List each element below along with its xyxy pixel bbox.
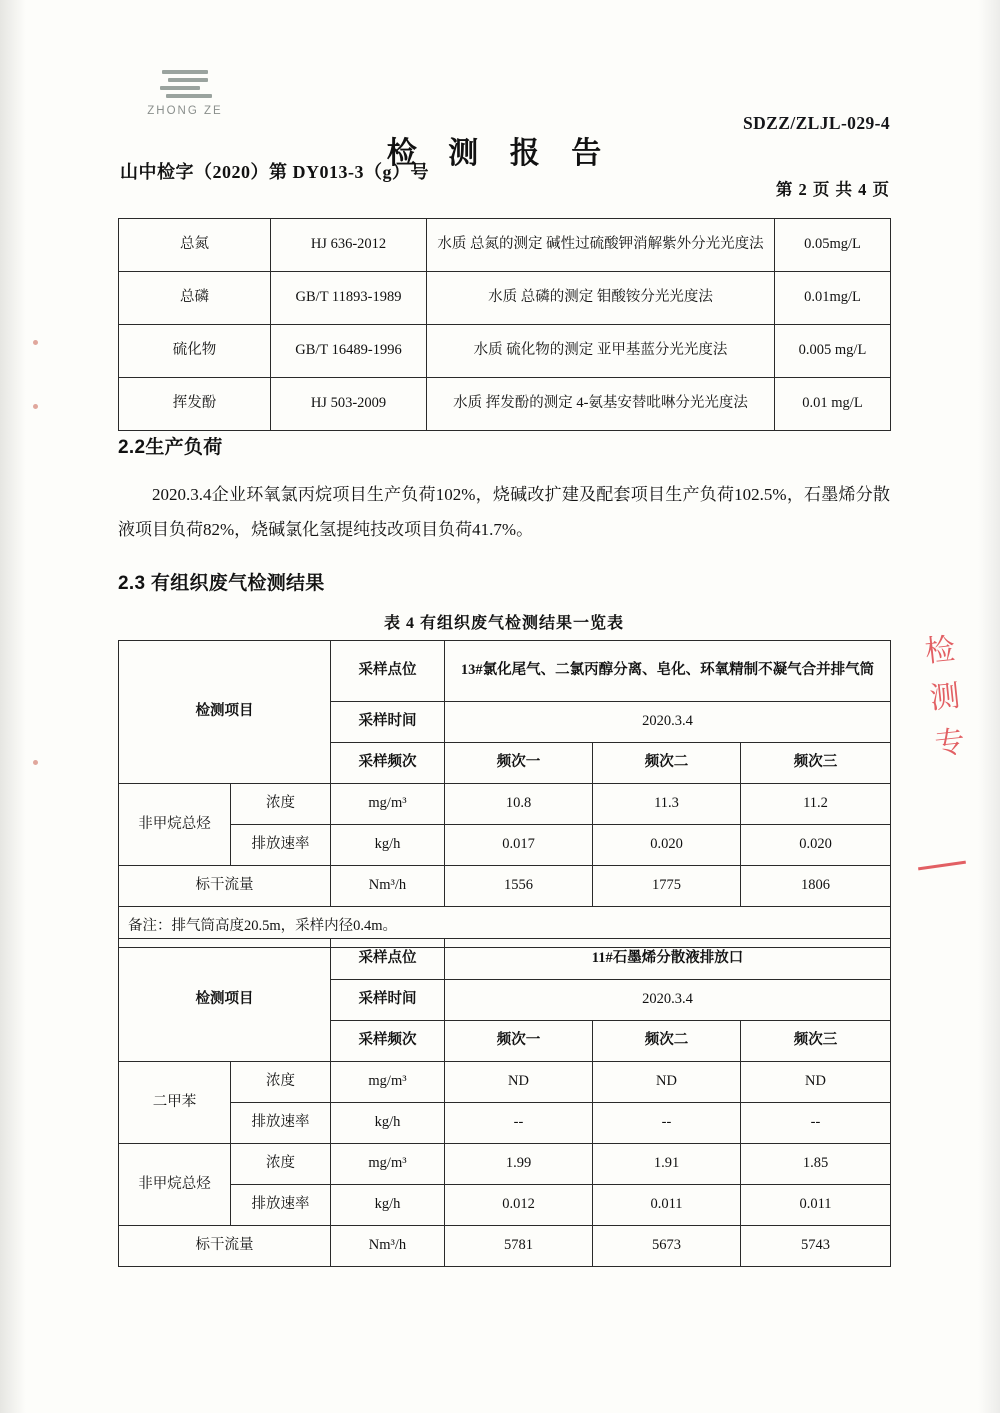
gas1-value-0-0: 10.8 — [445, 784, 593, 825]
logo-text: ZHONG ZE — [147, 105, 223, 117]
gas2-value-0-0: ND — [445, 1062, 593, 1103]
gas2-value-1-0: -- — [445, 1103, 593, 1144]
method-standard: GB/T 16489-1996 — [271, 325, 427, 378]
gas-table-1 — [118, 640, 891, 948]
gas2-unit-0: mg/m³ — [331, 1062, 445, 1103]
gas1-value-1-0: 0.017 — [445, 825, 593, 866]
gas1-point-label: 采样点位 — [331, 641, 445, 702]
gas2-value-2-0: 1.99 — [445, 1144, 593, 1185]
method-description: 水质 硫化物的测定 亚甲基蓝分光光度法 — [427, 325, 775, 378]
page-number: 第 2 页 共 4 页 — [775, 180, 890, 199]
method-item: 总磷 — [119, 272, 271, 325]
gas1-note: 备注：排气筒高度20.5m，采样内径0.4m。 — [119, 907, 891, 948]
table-row — [119, 219, 891, 272]
method-limit: 0.01mg/L — [775, 272, 891, 325]
method-description: 水质 挥发酚的测定 4-氨基安替吡啉分光光度法 — [427, 378, 775, 431]
gas2-time-label: 采样时间 — [331, 980, 445, 1021]
method-standard: HJ 503-2009 — [271, 378, 427, 431]
gas1-freq-1: 频次一 — [445, 743, 593, 784]
method-standard: GB/T 11893-1989 — [271, 272, 427, 325]
section-heading-2-2: 2.2生产负荷 — [118, 437, 223, 458]
gas2-value-3-0: 0.012 — [445, 1185, 593, 1226]
gas1-freq-2: 频次二 — [593, 743, 741, 784]
gas1-unit-1: kg/h — [331, 825, 445, 866]
gas1-item-label: 检测项目 — [119, 641, 331, 784]
table-row — [119, 1185, 891, 1226]
method-item: 硫化物 — [119, 325, 271, 378]
gas2-value-3-2: 0.011 — [741, 1185, 891, 1226]
gas1-value-0-1: 11.3 — [593, 784, 741, 825]
table-row — [119, 325, 891, 378]
gas1-param-0: 非甲烷总烃 — [119, 784, 231, 866]
gas2-value-2-1: 1.91 — [593, 1144, 741, 1185]
gas2-freq-2: 频次二 — [593, 1021, 741, 1062]
page-edge-mark — [33, 340, 38, 345]
gas2-freq-label: 采样频次 — [331, 1021, 445, 1062]
table-caption: 表 4 有组织废气检测结果一览表 — [383, 615, 624, 632]
gas1-value-1-2: 0.020 — [741, 825, 891, 866]
methods-table — [118, 218, 891, 431]
gas2-value-4-0: 5781 — [445, 1226, 593, 1267]
method-item: 总氮 — [119, 219, 271, 272]
stamp-underline — [918, 861, 966, 871]
table-row — [119, 1144, 891, 1185]
table-row — [119, 784, 891, 825]
report-number: 山中检字（2020）第 DY013-3（g）号 — [120, 162, 429, 182]
gas1-value-2-1: 1775 — [593, 866, 741, 907]
gas2-point-label: 采样点位 — [331, 939, 445, 980]
gas1-value-2-2: 1806 — [741, 866, 891, 907]
gas2-param-4: 标干流量 — [119, 1226, 331, 1267]
gas2-unit-1: kg/h — [331, 1103, 445, 1144]
gas2-sub-0: 浓度 — [231, 1062, 331, 1103]
gas1-time-label: 采样时间 — [331, 702, 445, 743]
document-code: SDZZ/ZLJL-029-4 — [743, 113, 890, 133]
table-row — [119, 866, 891, 907]
logo-icon — [158, 68, 212, 102]
gas2-item-label: 检测项目 — [119, 939, 331, 1062]
page-title: 检 测 报 告 — [386, 137, 614, 170]
gas2-sub-1: 排放速率 — [231, 1103, 331, 1144]
gas2-freq-1: 频次一 — [445, 1021, 593, 1062]
method-limit: 0.01 mg/L — [775, 378, 891, 431]
gas2-param-0: 二甲苯 — [119, 1062, 231, 1144]
page-edge-mark — [33, 404, 38, 409]
gas1-value-2-0: 1556 — [445, 866, 593, 907]
method-description: 水质 总氮的测定 碱性过硫酸钾消解紫外分光光度法 — [427, 219, 775, 272]
gas1-sub-1: 排放速率 — [231, 825, 331, 866]
table-row — [119, 641, 891, 702]
method-item: 挥发酚 — [119, 378, 271, 431]
table-row — [119, 272, 891, 325]
gas1-time-value: 2020.3.4 — [445, 702, 891, 743]
gas1-unit-2: Nm³/h — [331, 866, 445, 907]
gas2-freq-3: 频次三 — [741, 1021, 891, 1062]
gas1-value-0-2: 11.2 — [741, 784, 891, 825]
method-limit: 0.05mg/L — [775, 219, 891, 272]
gas2-value-1-1: -- — [593, 1103, 741, 1144]
gas2-unit-2: mg/m³ — [331, 1144, 445, 1185]
gas2-value-2-2: 1.85 — [741, 1144, 891, 1185]
table-row — [119, 825, 891, 866]
gas2-sub-2: 浓度 — [231, 1144, 331, 1185]
gas1-unit-0: mg/m³ — [331, 784, 445, 825]
gas1-value-1-1: 0.020 — [593, 825, 741, 866]
gas2-unit-4: Nm³/h — [331, 1226, 445, 1267]
method-description: 水质 总磷的测定 钼酸铵分光光度法 — [427, 272, 775, 325]
gas2-sub-3: 排放速率 — [231, 1185, 331, 1226]
gas2-point-value: 11#石墨烯分散液排放口 — [445, 939, 891, 980]
gas2-value-4-2: 5743 — [741, 1226, 891, 1267]
method-limit: 0.005 mg/L — [775, 325, 891, 378]
table-row — [119, 378, 891, 431]
gas1-freq-3: 频次三 — [741, 743, 891, 784]
gas2-time-value: 2020.3.4 — [445, 980, 891, 1021]
gas2-value-3-1: 0.011 — [593, 1185, 741, 1226]
table-row — [119, 1103, 891, 1144]
gas2-value-4-1: 5673 — [593, 1226, 741, 1267]
company-logo — [130, 68, 240, 117]
method-standard: HJ 636-2012 — [271, 219, 427, 272]
table-row — [119, 1062, 891, 1103]
inspection-stamp — [912, 628, 978, 878]
gas1-param-2: 标干流量 — [119, 866, 331, 907]
gas1-sub-0: 浓度 — [231, 784, 331, 825]
gas1-freq-label: 采样频次 — [331, 743, 445, 784]
gas2-value-0-1: ND — [593, 1062, 741, 1103]
page-edge-mark — [33, 760, 38, 765]
gas2-value-1-2: -- — [741, 1103, 891, 1144]
gas2-param-2: 非甲烷总烃 — [119, 1144, 231, 1226]
section-heading-2-3: 2.3 有组织废气检测结果 — [118, 573, 325, 594]
gas-table-2 — [118, 938, 891, 1267]
gas1-point-value: 13#氯化尾气、二氯丙醇分离、皂化、环氧精制不凝气合并排气筒 — [445, 641, 891, 702]
stamp-text: 检 测 专 — [923, 632, 967, 762]
table-row — [119, 1226, 891, 1267]
gas2-unit-3: kg/h — [331, 1185, 445, 1226]
section-2-2-paragraph: 2020.3.4企业环氧氯丙烷项目生产负荷102%，烧碱改扩建及配套项目生产负荷102.5%，石墨烯分散液项目负荷82%，烧碱氯化氢提纯技改项目负荷41.7%。 — [118, 485, 890, 539]
gas2-value-0-2: ND — [741, 1062, 891, 1103]
table-row — [119, 939, 891, 980]
